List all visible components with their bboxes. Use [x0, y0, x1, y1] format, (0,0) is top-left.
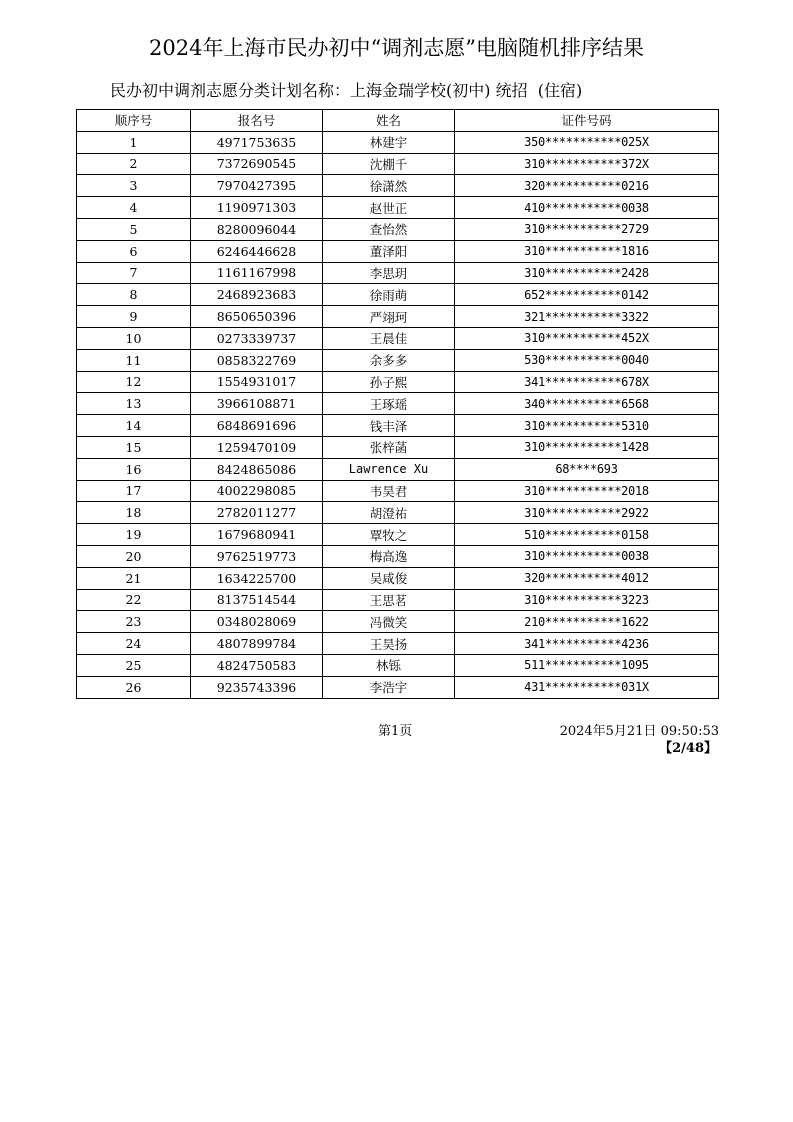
cell-name: 查怡然 — [323, 218, 455, 240]
table-row — [77, 371, 719, 393]
cell-id: 310***********2922 — [455, 502, 719, 524]
cell-id: 320***********4012 — [455, 567, 719, 589]
cell-id: 310***********2729 — [455, 218, 719, 240]
cell-reg-no: 1190971303 — [191, 197, 323, 219]
cell-id: 350***********025X — [455, 131, 719, 153]
cell-name: Lawrence Xu — [323, 458, 455, 480]
page-count: 【2/48】 — [659, 741, 717, 756]
cell-seq: 11 — [77, 349, 191, 371]
cell-id: 431***********031X — [455, 676, 719, 698]
cell-seq: 20 — [77, 545, 191, 567]
cell-reg-no: 0858322769 — [191, 349, 323, 371]
cell-seq: 1 — [77, 131, 191, 153]
cell-reg-no: 0348028069 — [191, 611, 323, 633]
cell-name: 王昊扬 — [323, 633, 455, 655]
cell-seq: 19 — [77, 524, 191, 546]
cell-name: 李思玥 — [323, 262, 455, 284]
cell-id: 341***********678X — [455, 371, 719, 393]
cell-seq: 25 — [77, 654, 191, 676]
cell-reg-no: 8137514544 — [191, 589, 323, 611]
cell-seq: 22 — [77, 589, 191, 611]
cell-reg-no: 0273339737 — [191, 327, 323, 349]
cell-seq: 9 — [77, 306, 191, 328]
cell-id: 410***********0038 — [455, 197, 719, 219]
cell-name: 林铄 — [323, 654, 455, 676]
table-row — [77, 153, 719, 175]
cell-reg-no: 6246446628 — [191, 240, 323, 262]
header-reg-no: 报名号 — [191, 110, 323, 132]
table-row — [77, 654, 719, 676]
cell-seq: 5 — [77, 218, 191, 240]
table-row — [77, 415, 719, 437]
cell-reg-no: 4971753635 — [191, 131, 323, 153]
cell-reg-no: 1161167998 — [191, 262, 323, 284]
table-row — [77, 327, 719, 349]
print-datetime: 2024年5月21日 09:50:53 — [559, 724, 719, 739]
header-seq: 顺序号 — [77, 110, 191, 132]
cell-seq: 12 — [77, 371, 191, 393]
cell-reg-no: 7372690545 — [191, 153, 323, 175]
cell-seq: 17 — [77, 480, 191, 502]
cell-id: 341***********4236 — [455, 633, 719, 655]
cell-reg-no: 6848691696 — [191, 415, 323, 437]
cell-reg-no: 9235743396 — [191, 676, 323, 698]
cell-name: 余多多 — [323, 349, 455, 371]
table-row — [77, 676, 719, 698]
cell-name: 韦昊君 — [323, 480, 455, 502]
cell-seq: 23 — [77, 611, 191, 633]
cell-seq: 13 — [77, 393, 191, 415]
document-title: 2024年上海市民办初中“调剂志愿”电脑随机排序结果 — [149, 36, 644, 60]
cell-reg-no: 1259470109 — [191, 436, 323, 458]
page-number: 第1页 — [378, 724, 413, 739]
table-row — [77, 458, 719, 480]
cell-reg-no: 4807899784 — [191, 633, 323, 655]
cell-id: 340***********6568 — [455, 393, 719, 415]
cell-seq: 3 — [77, 175, 191, 197]
cell-seq: 14 — [77, 415, 191, 437]
table-row — [77, 524, 719, 546]
table-row — [77, 197, 719, 219]
cell-id: 310***********2018 — [455, 480, 719, 502]
cell-reg-no: 7970427395 — [191, 175, 323, 197]
cell-reg-no: 2782011277 — [191, 502, 323, 524]
cell-seq: 24 — [77, 633, 191, 655]
cell-id: 320***********0216 — [455, 175, 719, 197]
cell-name: 王琢瑶 — [323, 393, 455, 415]
cell-seq: 15 — [77, 436, 191, 458]
cell-seq: 7 — [77, 262, 191, 284]
cell-seq: 4 — [77, 197, 191, 219]
table-row — [77, 633, 719, 655]
table-row — [77, 436, 719, 458]
cell-name: 林建宇 — [323, 131, 455, 153]
cell-name: 孙子熙 — [323, 371, 455, 393]
cell-reg-no: 4002298085 — [191, 480, 323, 502]
cell-reg-no: 2468923683 — [191, 284, 323, 306]
cell-name: 张梓菡 — [323, 436, 455, 458]
cell-id: 310***********0038 — [455, 545, 719, 567]
cell-id: 530***********0040 — [455, 349, 719, 371]
cell-reg-no: 8280096044 — [191, 218, 323, 240]
cell-reg-no: 1634225700 — [191, 567, 323, 589]
cell-name: 胡澄祐 — [323, 502, 455, 524]
cell-seq: 2 — [77, 153, 191, 175]
cell-id: 310***********1428 — [455, 436, 719, 458]
cell-id: 310***********3223 — [455, 589, 719, 611]
cell-name: 徐潇然 — [323, 175, 455, 197]
cell-seq: 18 — [77, 502, 191, 524]
table-row — [77, 306, 719, 328]
cell-name: 吴咸俊 — [323, 567, 455, 589]
table-row — [77, 262, 719, 284]
cell-name: 梅高逸 — [323, 545, 455, 567]
cell-seq: 6 — [77, 240, 191, 262]
table-row — [77, 131, 719, 153]
cell-reg-no: 4824750583 — [191, 654, 323, 676]
table-row — [77, 240, 719, 262]
table-row — [77, 502, 719, 524]
cell-id: 310***********1816 — [455, 240, 719, 262]
cell-name: 沈棚千 — [323, 153, 455, 175]
cell-name: 覃牧之 — [323, 524, 455, 546]
cell-reg-no: 8424865086 — [191, 458, 323, 480]
cell-name: 李浩宇 — [323, 676, 455, 698]
cell-name: 严翊珂 — [323, 306, 455, 328]
table-row — [77, 393, 719, 415]
cell-id: 510***********0158 — [455, 524, 719, 546]
cell-reg-no: 1554931017 — [191, 371, 323, 393]
cell-reg-no: 9762519773 — [191, 545, 323, 567]
table-header-row — [77, 110, 719, 132]
cell-seq: 21 — [77, 567, 191, 589]
cell-name: 钱丰泽 — [323, 415, 455, 437]
header-id-no: 证件号码 — [455, 110, 719, 132]
header-name: 姓名 — [323, 110, 455, 132]
cell-id: 310***********5310 — [455, 415, 719, 437]
results-table — [76, 109, 719, 699]
table-row — [77, 589, 719, 611]
cell-name: 董泽阳 — [323, 240, 455, 262]
cell-name: 王晨佳 — [323, 327, 455, 349]
plan-name: 民办初中调剂志愿分类计划名称：上海金瑞学校(初中) 统招 (住宿) — [110, 81, 583, 100]
table-row — [77, 349, 719, 371]
table-row — [77, 284, 719, 306]
cell-name: 王思茗 — [323, 589, 455, 611]
cell-id: 321***********3322 — [455, 306, 719, 328]
cell-id: 652***********0142 — [455, 284, 719, 306]
table-row — [77, 218, 719, 240]
table-row — [77, 480, 719, 502]
cell-id: 310***********452X — [455, 327, 719, 349]
cell-seq: 16 — [77, 458, 191, 480]
cell-id: 310***********2428 — [455, 262, 719, 284]
table-row — [77, 567, 719, 589]
table-body — [77, 131, 719, 698]
cell-seq: 8 — [77, 284, 191, 306]
cell-id: 68****693 — [455, 458, 719, 480]
cell-name: 冯微笑 — [323, 611, 455, 633]
table-row — [77, 611, 719, 633]
cell-seq: 10 — [77, 327, 191, 349]
cell-id: 210***********1622 — [455, 611, 719, 633]
cell-name: 徐雨萌 — [323, 284, 455, 306]
cell-reg-no: 1679680941 — [191, 524, 323, 546]
table-row — [77, 175, 719, 197]
cell-seq: 26 — [77, 676, 191, 698]
table-row — [77, 545, 719, 567]
cell-id: 511***********1095 — [455, 654, 719, 676]
cell-id: 310***********372X — [455, 153, 719, 175]
cell-reg-no: 8650650396 — [191, 306, 323, 328]
cell-reg-no: 3966108871 — [191, 393, 323, 415]
cell-name: 赵世正 — [323, 197, 455, 219]
